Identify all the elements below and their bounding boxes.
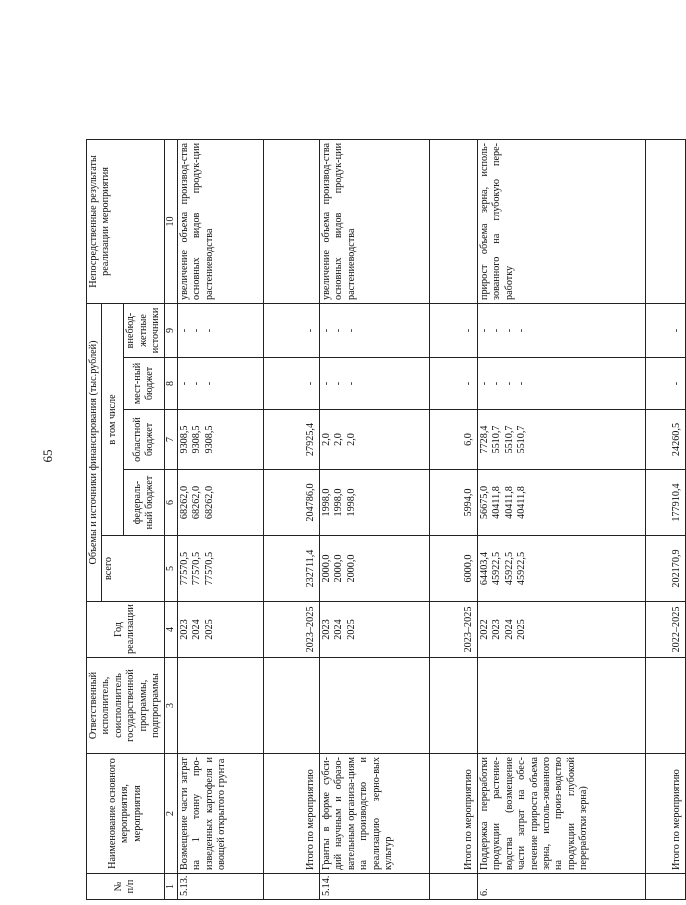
row-total-value: 45922,5 xyxy=(516,551,528,586)
row-years-value: 2024 xyxy=(191,619,203,640)
col-number: 3 xyxy=(164,658,177,754)
row-total-value: 77570,5 xyxy=(203,551,215,586)
row-local-value: - xyxy=(191,381,203,386)
row-years-value: 2023 xyxy=(491,619,503,640)
row-local-value: - xyxy=(320,381,332,386)
row-extra xyxy=(477,303,645,357)
row-name: Итого по мероприятию xyxy=(263,754,319,874)
row-total-value: 2000,0 xyxy=(333,554,345,583)
row-years xyxy=(319,602,429,658)
row-regional-value: 5510,7 xyxy=(503,425,515,454)
row-federal-value: 1998,0 xyxy=(320,488,332,517)
row-name: Итого по мероприятию xyxy=(429,754,477,874)
row-extra xyxy=(177,303,263,357)
row-name: Возмещение части затрат на 1 тонну про-изведенных картофеля и овощей открытого грунта xyxy=(177,754,263,874)
row-federal-value: 5994,0 xyxy=(463,488,475,517)
col-number: 2 xyxy=(164,754,177,874)
row-regional xyxy=(429,410,477,470)
row-federal-value: 40411,8 xyxy=(516,486,528,519)
header-results: Непосредственные результаты реализации мероприятия xyxy=(87,139,165,303)
row-regional-value: 5510,7 xyxy=(491,425,503,454)
row-local-value: - xyxy=(503,381,515,386)
row-extra-value: - xyxy=(320,328,332,333)
row-local-value: - xyxy=(333,381,345,386)
row-years-value: 2023–2025 xyxy=(305,606,317,653)
row-total-value: 6000,0 xyxy=(463,554,475,583)
table-row xyxy=(177,139,263,899)
row-total-value: 2000,0 xyxy=(320,554,332,583)
row-local-value: - xyxy=(203,381,215,386)
row-result: увеличение объема производ-ства основных видов продук-ции растениеводства xyxy=(177,139,263,303)
row-federal xyxy=(263,470,319,536)
row-regional-value: 7728,4 xyxy=(478,425,490,454)
row-result: прирост объема зерна, исполь-зованного на глубокую пере-работку xyxy=(477,139,645,303)
table-body xyxy=(177,139,685,899)
row-local-value: - xyxy=(491,381,503,386)
header-federal: федераль-ный бюджет xyxy=(124,470,164,536)
row-executor xyxy=(263,658,319,754)
row-regional-value: 9308,5 xyxy=(178,425,190,454)
row-name: Гранты в форме субси-дий научным и образо-вательным организа-циям на производство и реализацию зерно-вых культур xyxy=(319,754,429,874)
row-federal-value: 177910,4 xyxy=(671,483,683,522)
row-extra-value: - xyxy=(671,328,683,333)
header-extra: внебюд-жетные источники xyxy=(124,303,164,357)
row-name: Поддержка переработки продукции растение-водства (возмещение части затрат на обес-печение прироста объема зерна, исполь-зованного на произ-водство продукции глубокой переработки зерна) xyxy=(477,754,645,874)
row-total-value: 2000,0 xyxy=(345,554,357,583)
row-extra-value: - xyxy=(305,328,317,333)
row-extra xyxy=(645,303,685,357)
row-executor xyxy=(477,658,645,754)
row-federal-value: 40411,8 xyxy=(491,486,503,519)
row-local xyxy=(645,358,685,410)
row-years-value: 2025 xyxy=(516,619,528,640)
row-local-value: - xyxy=(463,381,475,386)
row-extra-value: - xyxy=(345,328,357,333)
row-extra-value: - xyxy=(191,328,203,333)
header-year: Год реализации xyxy=(87,602,165,658)
row-regional-value: 9308,5 xyxy=(191,425,203,454)
row-extra xyxy=(429,303,477,357)
row-extra-value: - xyxy=(491,328,503,333)
row-number: 6. xyxy=(477,874,645,900)
rotated-table-container xyxy=(86,140,683,900)
row-federal xyxy=(429,470,477,536)
row-total xyxy=(177,536,263,602)
row-result xyxy=(429,139,477,303)
header-including: в том числе xyxy=(102,303,124,535)
table-row xyxy=(319,139,429,899)
row-federal-value: 56675,0 xyxy=(478,485,490,520)
row-number xyxy=(263,874,319,900)
row-local-value: - xyxy=(516,381,528,386)
row-federal-value: 204786,0 xyxy=(305,483,317,522)
row-local xyxy=(263,358,319,410)
header-volumes: Объемы и источники финансирования (тыс.рублей) xyxy=(87,303,102,601)
row-executor xyxy=(645,658,685,754)
row-regional-value: 27925,4 xyxy=(305,422,317,457)
row-extra-value: - xyxy=(503,328,515,333)
row-regional-value: 2,0 xyxy=(345,433,357,446)
row-total xyxy=(645,536,685,602)
row-local-value: - xyxy=(305,381,317,386)
col-number: 10 xyxy=(164,139,177,303)
row-local-value: - xyxy=(671,381,683,386)
row-local xyxy=(319,358,429,410)
header-total: всего xyxy=(102,536,164,602)
row-federal xyxy=(177,470,263,536)
row-result xyxy=(263,139,319,303)
row-name: Итого по мероприятию xyxy=(645,754,685,874)
row-years xyxy=(429,602,477,658)
row-years xyxy=(263,602,319,658)
row-extra xyxy=(263,303,319,357)
row-extra-value: - xyxy=(478,328,490,333)
header-num: № п/п xyxy=(87,874,165,900)
row-years-value: 2023 xyxy=(178,619,190,640)
row-executor xyxy=(177,658,263,754)
row-total-value: 64403,4 xyxy=(478,551,490,586)
row-years-value: 2025 xyxy=(345,619,357,640)
col-number: 9 xyxy=(164,303,177,357)
row-total-value: 232711,4 xyxy=(305,549,317,588)
row-federal xyxy=(477,470,645,536)
row-number: 5.14. xyxy=(319,874,429,900)
table-row xyxy=(429,139,477,899)
row-total xyxy=(429,536,477,602)
row-total-value: 45922,5 xyxy=(491,551,503,586)
row-regional-value: 5510,7 xyxy=(516,425,528,454)
row-years-value: 2022–2025 xyxy=(671,606,683,653)
row-result xyxy=(645,139,685,303)
row-federal-value: 68262,0 xyxy=(178,485,190,520)
row-executor xyxy=(429,658,477,754)
row-local xyxy=(429,358,477,410)
row-regional-value: 2,0 xyxy=(333,433,345,446)
row-years-value: 2024 xyxy=(333,619,345,640)
row-total xyxy=(319,536,429,602)
row-years xyxy=(477,602,645,658)
row-total xyxy=(477,536,645,602)
row-extra xyxy=(319,303,429,357)
col-number: 7 xyxy=(164,410,177,470)
row-total xyxy=(263,536,319,602)
row-local-value: - xyxy=(178,381,190,386)
row-local-value: - xyxy=(478,381,490,386)
row-extra-value: - xyxy=(178,328,190,333)
row-extra-value: - xyxy=(203,328,215,333)
row-years-value: 2025 xyxy=(203,619,215,640)
row-federal-value: 68262,0 xyxy=(203,485,215,520)
row-regional-value: 9308,5 xyxy=(203,425,215,454)
table-row xyxy=(477,139,645,899)
row-federal-value: 1998,0 xyxy=(333,488,345,517)
header-regional: областной бюджет xyxy=(124,410,164,470)
col-number: 8 xyxy=(164,358,177,410)
row-years-value: 2023–2025 xyxy=(463,606,475,653)
row-number xyxy=(645,874,685,900)
row-federal-value: 1998,0 xyxy=(345,488,357,517)
row-number: 5.13. xyxy=(177,874,263,900)
header-name: Наименование основного мероприятия, мероприятия xyxy=(87,754,165,874)
col-number: 5 xyxy=(164,536,177,602)
row-local xyxy=(477,358,645,410)
row-extra-value: - xyxy=(333,328,345,333)
row-total-value: 77570,5 xyxy=(178,551,190,586)
row-number xyxy=(429,874,477,900)
row-federal-value: 68262,0 xyxy=(191,485,203,520)
row-local-value: - xyxy=(345,381,357,386)
page-number: 65 xyxy=(40,449,55,463)
row-total-value: 202170,9 xyxy=(671,549,683,588)
row-regional-value: 2,0 xyxy=(320,433,332,446)
col-number: 1 xyxy=(164,874,177,900)
row-result: увеличение объема производ-ства основных видов продук-ции растениеводства xyxy=(319,139,429,303)
row-executor xyxy=(319,658,429,754)
row-regional-value: 24260,5 xyxy=(671,422,683,457)
table-row xyxy=(263,139,319,899)
row-regional-value: 6,0 xyxy=(463,433,475,446)
table-row xyxy=(645,139,685,899)
row-regional xyxy=(319,410,429,470)
row-total-value: 45922,5 xyxy=(503,551,515,586)
row-extra-value: - xyxy=(463,328,475,333)
row-years-value: 2022 xyxy=(478,619,490,640)
row-extra-value: - xyxy=(516,328,528,333)
col-number: 4 xyxy=(164,602,177,658)
row-local xyxy=(177,358,263,410)
header-local: мест-ный бюджет xyxy=(124,358,164,410)
row-regional xyxy=(263,410,319,470)
row-regional xyxy=(477,410,645,470)
row-regional xyxy=(645,410,685,470)
col-number: 6 xyxy=(164,470,177,536)
row-federal xyxy=(645,470,685,536)
row-years xyxy=(645,602,685,658)
row-regional xyxy=(177,410,263,470)
row-years-value: 2023 xyxy=(320,619,332,640)
row-federal-value: 40411,8 xyxy=(503,486,515,519)
header-executor: Ответственный исполнитель, соисполнитель государственной программы, подпрограммы xyxy=(87,658,165,754)
row-total-value: 77570,5 xyxy=(191,551,203,586)
row-years xyxy=(177,602,263,658)
row-federal xyxy=(319,470,429,536)
row-years-value: 2024 xyxy=(503,619,515,640)
financing-table xyxy=(86,139,686,900)
